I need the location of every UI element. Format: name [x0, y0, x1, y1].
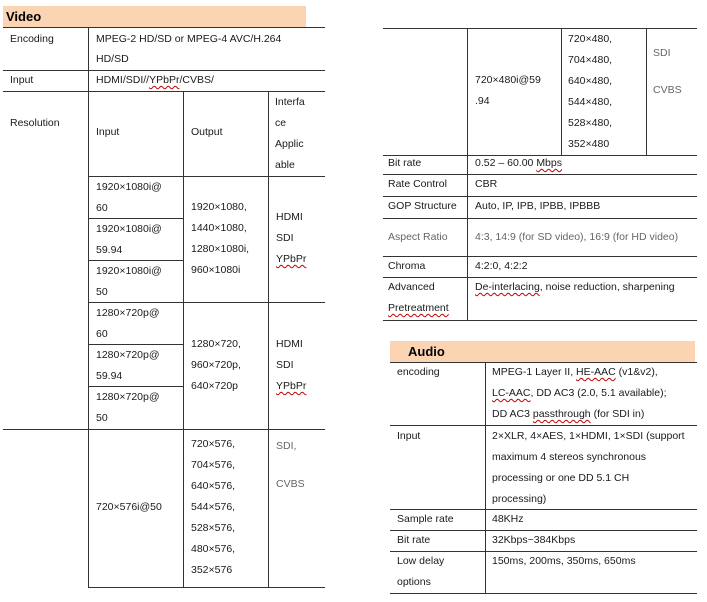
sample-rate-label: Sample rate: [397, 513, 454, 525]
rate-control-label: Rate Control: [388, 178, 447, 190]
sd576-interface-sdi: SDI,: [276, 440, 297, 452]
table-line: [467, 28, 468, 320]
table-line: [485, 362, 486, 593]
table-line: [88, 27, 89, 587]
p720-input-5994: 1280×720p@ 59.94: [96, 349, 160, 382]
table-line: [383, 320, 697, 321]
table-line: [3, 27, 325, 28]
video-section-header: [3, 6, 306, 27]
hd-input-1080i50: 1920×1080i@ 50: [96, 265, 162, 298]
table-line: [3, 429, 325, 430]
sd576-input: 720×576i@50: [96, 501, 162, 513]
table-line: [383, 28, 697, 29]
gop-structure-label: GOP Structure: [388, 200, 457, 212]
video-input-label: Input: [10, 74, 34, 86]
hd-input-1080i5994: 1920×1080i@ 59.94: [96, 223, 162, 256]
audio-section-header: [390, 341, 695, 362]
p720-outputs: 1280×720, 960×720p, 640×720p: [191, 338, 241, 392]
resolution-col-interface: Interfa ce Applic able: [275, 96, 305, 171]
table-line: [183, 91, 184, 587]
audio-bitrate-label: Bit rate: [397, 534, 431, 546]
sd576-interface-cvbs: CVBS: [276, 478, 305, 490]
video-title: Video: [6, 9, 42, 24]
audio-title: Audio: [408, 344, 445, 359]
sd480-input: 720×480i@59 .94: [475, 74, 541, 107]
audio-encoding-label: encoding: [397, 366, 440, 378]
table-line: [383, 256, 697, 257]
low-delay-value: 150ms, 200ms, 350ms, 650ms: [492, 555, 636, 567]
chroma-value: 4:2:0, 4:2:2: [475, 260, 528, 272]
resolution-col-input: Input: [96, 126, 120, 138]
p720-input-60: 1280×720p@ 60: [96, 307, 160, 340]
low-delay-label: Low delay options: [397, 555, 445, 588]
audio-encoding-value: MPEG-1 Layer II, HE-AAC (v1&v2), LC-AAC, DD AC3 (2.0, 5.1 available); DD AC3 passthrough (for SDI in): [492, 366, 667, 420]
audio-input-label: Input: [397, 430, 421, 442]
resolution-col-output: Output: [191, 126, 223, 138]
table-line: [390, 593, 697, 594]
hd-interfaces: HDMI SDI YPbPr: [276, 211, 307, 265]
advanced-pretreatment-value: De-interlacing, noise reduction, sharpening: [475, 281, 675, 293]
table-line: [88, 587, 325, 588]
video-input-value: HDMI/SDI//YPbPr/CVBS/: [96, 74, 214, 86]
video-encoding-value: MPEG-2 HD/SD or MPEG-4 AVC/H.264: [96, 33, 282, 45]
hd-input-1080i60: 1920×1080i@ 60: [96, 181, 162, 214]
sd480-interface-cvbs: CVBS: [653, 84, 682, 96]
table-line: [646, 28, 647, 155]
audio-bitrate-value: 32Kbps~384Kbps: [492, 534, 576, 546]
sd576-outputs: 720×576, 704×576, 640×576, 544×576, 528×576, 480×576, 352×576: [191, 438, 236, 576]
gop-structure-value: Auto, IP, IPB, IPBB, IPBBB: [475, 200, 601, 212]
aspect-ratio-label: Aspect Ratio: [388, 231, 448, 243]
p720-interfaces: HDMI SDI YPbPr: [276, 338, 307, 392]
sd480-interface-sdi: SDI: [653, 47, 671, 59]
table-line: [268, 91, 269, 587]
advanced-pretreatment-label: Advanced Pretreatment: [388, 281, 449, 314]
sd480-outputs: 720×480, 704×480, 640×480, 544×480, 528×480, 352×480: [568, 33, 613, 150]
hd-outputs: 1920×1080, 1440×1080, 1280×1080i, 960×1080i: [191, 201, 250, 276]
table-line: [383, 218, 697, 219]
video-bitrate-value: 0.52 – 60.00 Mbps: [475, 157, 562, 169]
video-encoding-value-2: HD/SD: [96, 53, 129, 65]
chroma-label: Chroma: [388, 260, 426, 272]
sample-rate-value: 48KHz: [492, 513, 524, 525]
video-encoding-label: Encoding: [10, 33, 54, 45]
table-line: [561, 28, 562, 155]
audio-input-value: 2×XLR, 4×AES, 1×HDMI, 1×SDI (support maximum 4 stereos synchronous processing or one DD 5.1 CH processing): [492, 430, 685, 505]
video-bitrate-label: Bit rate: [388, 157, 422, 169]
aspect-ratio-value: 4:3, 14:9 (for SD video), 16:9 (for HD video): [475, 231, 679, 243]
rate-control-value: CBR: [475, 178, 498, 190]
p720-input-50: 1280×720p@ 50: [96, 391, 160, 424]
video-resolution-label: Resolution: [10, 117, 60, 129]
